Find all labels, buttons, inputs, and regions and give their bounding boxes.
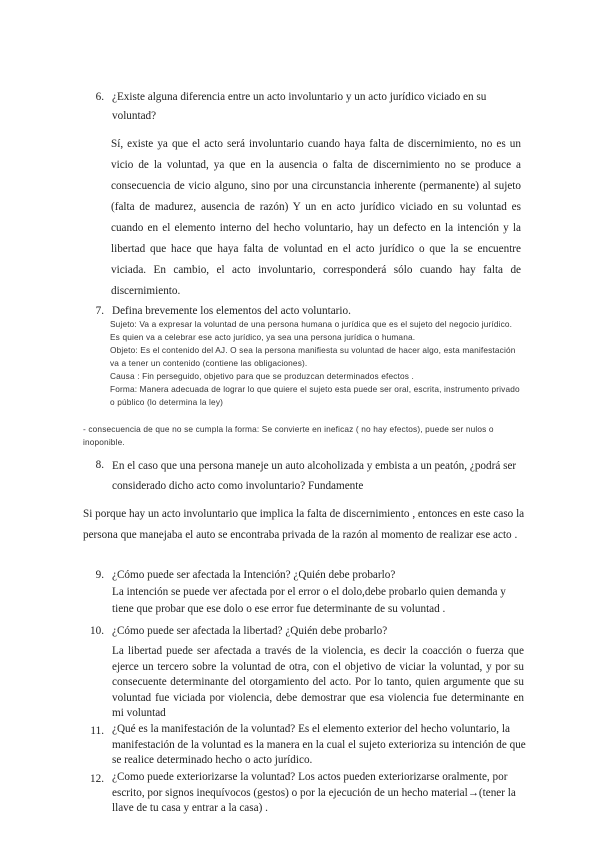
question-text: En el caso que una persona maneje un auto alcoholizada y embista a un peatón, ¿podrá ser considerado dicho acto como involuntario? Fundamente: [112, 460, 517, 492]
answer-11: ¿Qué es la manifestación de la voluntad? Es el elemento exterior del hecho voluntario, la manifestación de la voluntad es la manera en la cual el sujeto exterioriza su intención de que se realice determinado hecho o acto jurídico.: [112, 723, 526, 766]
answer-7: [110, 318, 522, 409]
answer-6: Sí, existe ya que el acto será involuntario cuando haya falta de discernimiento, no es un vicio de la voluntad, ya que en la ausencia o falta de discernimiento no se produce a consecuencia de vicio alguno, sino por una circunstancia inherente (permanente) al sujeto (falta de madurez, ausencia de razón) Y un en acto jurídico viciado en su voluntad es cuando en el elemento interno del hecho voluntario, hay un defecto en la intención y la libertad que hace que haya falta de voluntad en el acto jurídico o que la se encuentre viciada. En cambio, el acto involuntario, corresponderá sólo cuando hay falta de discernimiento.: [111, 138, 521, 297]
answer-9: La intención se puede ver afectada por el error o el dolo,debe probarlo quien demanda y tiene que probar que ese dolo o ese error fue determinante de su voluntad .: [112, 586, 506, 615]
answer-8: Si porque hay un acto involuntario que implica la falta de discernimiento , entonces en este caso la persona que manejaba el auto se encontraba privada de la razón al momento de realizar ese acto .: [83, 508, 525, 541]
item-forma: Forma: Manera adecuada de lograr lo que quiere el sujeto esta puede ser oral, escrita, instrumento privado o público (lo determina la ley): [110, 384, 520, 407]
question-text: Defina brevemente los elementos del acto voluntario.: [112, 305, 351, 317]
question-number: 8.: [95, 459, 104, 471]
question-number: 9.: [95, 569, 104, 581]
note-consecuencia: - consecuencia de que no se cumpla la forma: Se convierte en ineficaz ( no hay efectos), puede ser nulos o inoponible.: [83, 424, 494, 447]
answer-12: ¿Como puede exteriorizarse la voluntad? Los actos pueden exteriorizarse oralmente, por escrito, por signos inequívocos (gestos) o por la ejecución de un hecho material→(tener la llave de tu casa y entrar a la casa) .: [112, 771, 516, 814]
item-objeto: Objeto: Es el contenido del AJ. O sea la persona manifiesta su voluntad de hacer algo, esta manifestación va a tener un contenido (contiene las obligaciones).: [110, 345, 516, 368]
question-number: 10.: [90, 625, 104, 637]
question-text: ¿Cómo puede ser afectada la Intención? ¿Quién debe probarlo?: [112, 569, 396, 581]
question-number: 12.: [90, 773, 104, 785]
item-causa: Causa : Fin perseguido, objetivo para que se produzcan determinados efectos .: [110, 371, 414, 381]
question-number: 6.: [95, 91, 104, 103]
question-text: ¿Cómo puede ser afectada la libertad? ¿Quién debe probarlo?: [112, 625, 388, 637]
question-text: ¿Existe alguna diferencia entre un acto involuntario y un acto jurídico viciado en su voluntad?: [112, 91, 487, 122]
question-number: 7.: [95, 305, 104, 317]
item-sujeto: Sujeto: Va a expresar la voluntad de una persona humana o jurídica que es el sujeto del negocio jurídico. Es quien va a celebrar ese acto jurídico, ya sea una persona jurídica o humana.: [110, 319, 513, 342]
question-number: 11.: [90, 725, 104, 737]
answer-10: La libertad puede ser afectada a través de la violencia, es decir la coacción o fuerza que ejerce un tercero sobre la voluntad de otra, con el objetivo de viciar la voluntad, y por su consecuente determinante del otorgamiento del acto. Por lo tanto, quien argumente que su voluntad fue viciada por violencia, debe demostrar que esa violencia fue determinante en mi voluntad: [112, 645, 524, 719]
